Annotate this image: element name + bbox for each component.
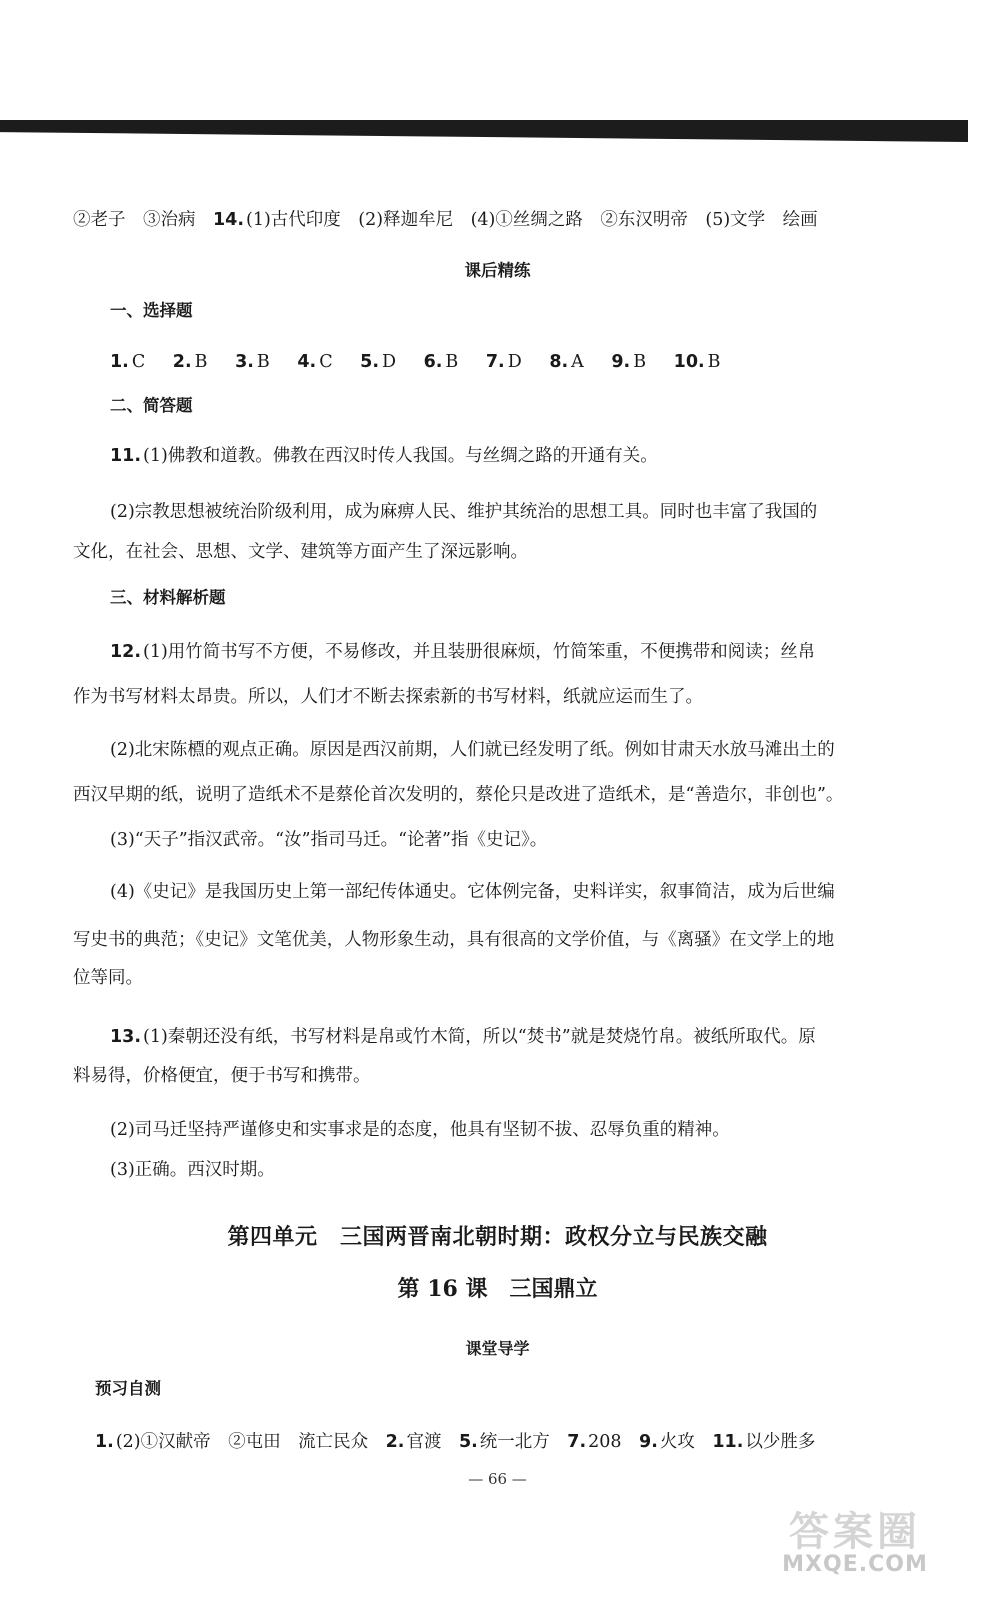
- q12-line-4: 西汉早期的纸，说明了造纸术不是蔡伦首次发明的，蔡伦只是改进了造纸术，是“善造尔，非创也”。: [73, 785, 844, 805]
- mcq-item: 8. A: [549, 352, 584, 372]
- watermark-url: MXQE.COM: [782, 1552, 928, 1577]
- q12-line-7: 写史书的典范；《史记》文笔优美，人物形象生动，具有很高的文学价值，与《离骚》在文学上的地: [73, 930, 835, 950]
- mcq-item: 10. B: [673, 352, 721, 372]
- q12-line-2: 作为书写材料太昂贵。所以，人们才不断去探索新的书写材料，纸就应运而生了。: [73, 687, 703, 707]
- mcq-item: 2. B: [172, 352, 208, 372]
- q13-line-3: (2)司马迁坚持严谨修史和实事求是的态度，他具有坚韧不拔、忍辱负重的精神。: [110, 1120, 730, 1140]
- q12-line-1: 12. (1)用竹简书写不方便，不易修改，并且装册很麻烦，竹简笨重，不便携带和阅读；丝帛: [110, 642, 816, 662]
- mcq-item: 5. D: [360, 352, 397, 372]
- mcq-item: 7. D: [485, 352, 522, 372]
- q13-line-2: 料易得，价格便宜，便于书写和携带。: [73, 1066, 371, 1086]
- preview-answers-line: 1. (2)①汉献帝 ②屯田 流亡民众 2. 官渡 5. 统一北方 7. 208 9. 火攻 11. 以少胜多: [95, 1432, 816, 1452]
- heading-multiple-choice: 一、选择题: [110, 301, 193, 320]
- q11-line-3: 文化，在社会、思想、文学、建筑等方面产生了深远影响。: [73, 542, 528, 562]
- q11-line-1: 11. (1)佛教和道教。佛教在西汉时传人我国。与丝绸之路的开通有关。: [110, 446, 658, 466]
- mcq-item: 3. B: [235, 352, 270, 372]
- section-heading-houhou: 课后精练: [464, 261, 531, 280]
- mcq-item: 6. B: [423, 352, 459, 372]
- q12-line-3: (2)北宋陈槱的观点正确。原因是西汉前期，人们就已经发明了纸。例如甘肃天水放马滩出土的: [110, 740, 835, 760]
- watermark-logo: [745, 1500, 965, 1590]
- q12-line-8: 位等同。: [73, 968, 143, 988]
- mcq-answers: [110, 350, 867, 374]
- q12-line-6: (4)《史记》是我国历史上第一部纪传体通史。它体例完备，史料详实，叙事简洁，成为后世编: [110, 882, 835, 902]
- q13-line-1: 13. (1)秦朝还没有纸，书写材料是帛或竹木简，所以“焚书”就是焚烧竹帛。被纸所取代。原: [110, 1027, 816, 1047]
- top-black-bar: [0, 120, 968, 142]
- q12-line-5: (3)“天子”指汉武帝。“汝”指司马迁。“论著”指《史记》。: [110, 830, 548, 850]
- section-heading-ketang: 课堂导学: [465, 1339, 530, 1358]
- q11-line-2: (2)宗教思想被统治阶级利用，成为麻痹人民、维护其统治的思想工具。同时也丰富了我国的: [110, 502, 818, 522]
- heading-preview-test: 预习自测: [95, 1379, 161, 1398]
- lesson-title: 第 16 课 三国鼎立: [397, 1276, 598, 1302]
- page-number: — 66 —: [468, 1470, 527, 1488]
- watermark-cn: 答案圈: [789, 1509, 921, 1555]
- answer-line-continuation: ②老子 ③治病 14. (1)古代印度 (2)释迦牟尼 (4)①丝绸之路 ②东汉明帝 (5)文学 绘画: [73, 210, 818, 230]
- unit-title: 第四单元 三国两晋南北朝时期：政权分立与民族交融: [227, 1224, 768, 1250]
- q13-line-4: (3)正确。西汉时期。: [110, 1160, 275, 1180]
- mcq-item: 9. B: [611, 352, 647, 372]
- heading-short-answer: 二、简答题: [110, 396, 193, 415]
- mcq-item: 4. C: [297, 352, 333, 372]
- heading-material-analysis: 三、材料解析题: [110, 588, 226, 607]
- mcq-item: 1. C: [110, 352, 146, 372]
